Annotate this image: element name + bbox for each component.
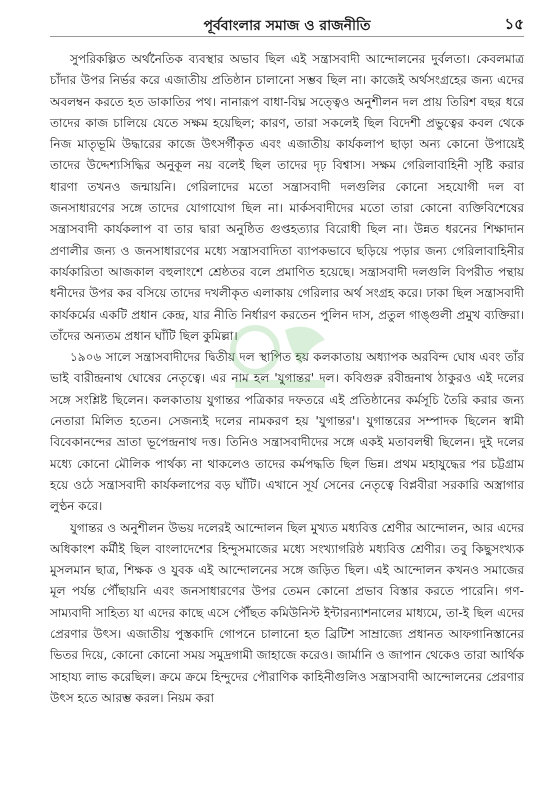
- running-title: পূর্ববাংলার সমাজ ও রাজনীতি: [203, 18, 371, 34]
- body-text: [50, 49, 524, 709]
- paragraph-1: সুপরিকল্পিত অর্থনৈতিক ব্যবস্থার অভাব ছিল এই সন্ত্রাসবাদী আন্দোলনের দুর্বলতা। কেবলমাত্র চাঁদার উপর নির্ভর করে এজাতীয় প্রতিষ্ঠান চালানো সম্ভব ছিল না। কাজেই অর্থসংগ্রহের জন্য এদের অবলম্বন করতে হত ডাকাতির পথ। নানারূপ বাধা-বিঘ্ন সত্ত্বেও অনুশীলন দল প্রায় তিরিশ বছর ধরে তাদের কাজ চালিয়ে যেতে সক্ষম হয়েছিল; কারণ, তারা সকলেই ছিল বিদেশী প্রভুত্বের কবল থেকে নিজ মাতৃভূমি উদ্ধারের কাজে উৎসর্গীকৃত এবং এজাতীয় কার্যকলাপ ছাড়া অন্য কোনো উপায়েই তাদের উদ্দেশ্যসিদ্ধির অনুকূল নয় বলেই ছিল তাদের দৃঢ় বিশ্বাস। সক্ষম গেরিলাবাহিনী সৃষ্টি করার ধারণা তখনও জন্মায়নি। গেরিলাদের মতো সন্ত্রাসবাদী দলগুলির কোনো সহযোগী দল বা জনসাধারণের সঙ্গে তাদের যোগাযোগ ছিল না। মার্কসবাদীদের মতো তারা কোনো ব্যক্তিবিশেষের সন্ত্রাসবাদী কার্যকলাপ বা তার দ্বারা অনুষ্ঠিত গুপ্তহত্যার বিরোধী ছিল না। উন্নত ধরনের শিক্ষাদান প্রণালীর জন্য ও জনসাধারণের মধ্যে সন্ত্রাসবাদিতা ব্যাপকভাবে ছড়িয়ে পড়ার জন্য গেরিলাবাহিনীর কার্যকারিতা আজকাল বহুলাংশে শ্রেষ্ঠতর বলে প্রমাণিত হয়েছে। সন্ত্রাসবাদী দলগুলি বিপরীত পন্থায় ধনীদের উপর কর বসিয়ে তাদের দখলীকৃত এলাকায় গেরিলার অর্থ সংগ্রহ করে। ঢাকা ছিল সন্ত্রাসবাদী কার্যকর্মের একটি প্রধান কেন্দ্র, যার নীতি নির্ধারণ করতেন পুলিন দাস, প্রতুল গাঙ্গুলী প্রমুখ ব্যক্তিরা। তাঁদের অন্যতম প্রধান ঘাঁটি ছিল কুমিল্লা।: [50, 52, 524, 343]
- paragraph-3: যুগান্তর ও অনুশীলন উভয় দলেরই আন্দোলন ছিল মুখ্যত মধ্যবিত্ত শ্রেণীর আন্দোলন, আর এদের অধিকাংশ কর্মীই ছিল বাংলাদেশের হিন্দুসমাজের মধ্যে সংখ্যাগরিষ্ঠ মধ্যবিত্ত শ্রেণীর। তবু কিছুসংখ্যক মুসলমান ছাত্র, শিক্ষক ও যুবক এই আন্দোলনের সঙ্গে জড়িত ছিল। এই আন্দোলন কখনও সমাজের মূল পর্যন্ত পৌঁছায়নি এবং জনসাধারণের উপর তেমন কোনো প্রভাব বিস্তার করতে পারেনি। গণ-সাম্যবাদী সাহিত্য যা এদের কাছে এসে পৌঁছত কমিউনিস্ট ইন্টারন্যাশনালের মাধ্যমে, তা-ই ছিল এদের প্রেরণার উৎস। এজাতীয় পুস্তকাদি গোপনে চালানো হত ব্রিটিশ সাম্রাজ্যে প্রধানত আফগানিস্তানের ভিতর দিয়ে, কোনো কোনো সময় সমুদ্রগামী জাহাজে করেও। জার্মানি ও জাপান থেকেও তারা আর্থিক সাহায্য লাভ করেছিল। ক্রমে ক্রমে হিন্দুদের পৌরাণিক কাহিনীগুলিও সন্ত্রাসবাদী আন্দোলনের প্রেরণার উৎস হতে আরম্ভ করল। নিয়ম করা: [50, 520, 524, 705]
- running-head: [50, 10, 524, 37]
- page-number: ১৫: [504, 15, 524, 33]
- paragraph-2: ১৯০৬ সালে সন্ত্রাসবাদীদের দ্বিতীয় দল স্থাপিত হয় কলকাতায় অধ্যাপক অরবিন্দ ঘোষ এবং তাঁর ভাই বারীন্দ্রনাথ ঘোষের নেতৃত্বে। এর নাম হল 'যুগান্তর' দল। কবিগুরু রবীন্দ্রনাথ ঠাকুরও এই দলের সঙ্গে সংশ্লিষ্ট ছিলেন। কলকাতায় যুগান্তর পত্রিকার দফতরে এই প্রতিষ্ঠানের কর্মসূচি তৈরি করার জন্য নেতারা মিলিত হতেন। সেজন্যই দলের নামকরণ হয় 'যুগান্তর'। যুগান্তরের সম্পাদক ছিলেন স্বামী বিবেকানন্দের ভ্রাতা ভূপেন্দ্রনাথ দত্ত। তিনিও সন্ত্রাসবাদীদের সঙ্গে একই মতাবলম্বী ছিলেন। দুই দলের মধ্যে কোনো মৌলিক পার্থক্য না থাকলেও তাদের কর্মপদ্ধতি ছিল ভিন্ন। প্রথম মহাযুদ্ধের পর চট্টগ্রাম হয়ে ওঠে সন্ত্রাসবাদী কার্যকলাপের বড় ঘাঁটি। এখানে সূর্য সেনের নেতৃত্বে বিপ্লবীরা সরকারি অস্ত্রাগার লুণ্ঠন করে।: [50, 350, 524, 514]
